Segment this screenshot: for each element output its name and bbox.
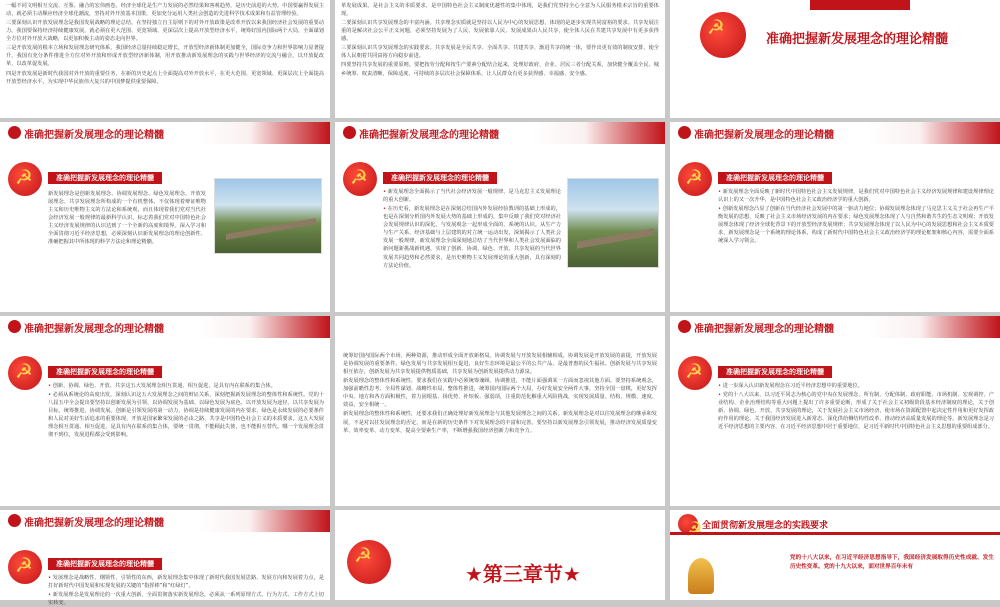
slide-thumbnail[interactable] (670, 0, 1000, 118)
body-text: • 创新、协调、绿色、开放、共享这五大发展理念相互贯通、相互促进，是具有内在联系的集合体。 • 必须从系统论的高度出发，深刻认识这五大发展理念之间的辩证关系，深刻把握新发展理念的整体性和系统性。党的十八届五中全会提出要坚持以创新发展为引领、以协调发展为基础、以绿色发展为底色、以开放发展为途径、以共享发展为目标，统筹推进，协调发展。创新是引领发展的第一动力，协调是持续健康发展的内在要求，绿色是永续发展的必要条件和人民对美好生活追求的重要体现，开放是国家繁荣发展的必由之路，共享是中国特色社会主义的本质要求。这五大发展理念相互贯通、相互促进，是具有内在联系的集合体，要统一贯彻，不能顾此失彼，也不能相互替代。哪一个发展理念贯彻不到位，发展进程都会受到影响。 (48, 382, 324, 502)
section-subtitle: 准确把握新发展理念的理论精髓 (718, 366, 832, 378)
header-title: 准确把握新发展理念的理论精髓 (24, 518, 164, 529)
slide-thumbnail[interactable] (0, 122, 330, 312)
section-subtitle: 准确把握新发展理念的理论精髓 (48, 172, 162, 184)
slide-thumbnail[interactable] (335, 0, 665, 118)
header-title: 准确把握新发展理念的理论精髓 (694, 324, 834, 335)
section-subtitle: 准确把握新发展理念的理论精髓 (718, 172, 832, 184)
slide-header (670, 316, 1000, 338)
title-ribbon (810, 0, 910, 10)
slide-thumbnail[interactable] (0, 510, 330, 607)
body-text: • 发展理念是战略性、纲领性、引领性的东西，新发展理念集中体现了新时代我国发展思路、发展方向和发展着力点，是打好新时代中国发展和实现发展的关键的“指挥棒”和“红绿灯”。 • 新发展理念是发展理论的一次重大创新，全面贯彻落实新发展理念，必须从一系列原理方式、行为方式、工作方式上切实转变。 (48, 574, 324, 600)
party-emblem-icon (678, 356, 712, 390)
party-emblem-icon (700, 12, 746, 58)
chapter-title: ★第三章节★ (465, 562, 581, 586)
slide-thumbnail[interactable] (335, 316, 665, 506)
body-text: • 新发展理念全面反映了新时代中国特色社会主义发展规律，是我们党对中国特色社会主义经济发展规律和建设规律理论认识上的又一次升华，是中国特色社会主义政治经济学的重大创新。 • 创新发展理念凸显了创新在当代经济社会发展中的第一驱动力地位；协调发展理念体现了马克思主义关于社会再生产平衡发展的思想，反映了社会主义市场经济发展的内在要求；绿色发展理念体现了人与自然和谐共生的生态文明观；开放发展理念体现了经济全球化背景下的开放型经济发展规律；共享发展理念体现了以人民为中心的发展思想和社会主义本质要求，新发展理念是一个系统的理论体系，构成了新时代中国特色社会主义政治经济学的理论框架和核心内容，需要全面系统深入学习领会。 (718, 188, 994, 308)
section-subtitle: 准确把握新发展理念的理论精髓 (48, 366, 162, 378)
party-emblem-icon (347, 540, 391, 584)
slide-header (0, 122, 330, 144)
body-text: 统筹好国内国际两个市场、两种资源，推动形成全面开放新格局。协调发展与开放发展相辅相成，协调发展是开放发展的前提，开放发展是协调发展的重要条件。绿色发展与共享发展相互促进，良好生态环境是最公平的公共产品，是最普惠的民生福祉。创新发展与共享发展相互依存，创新发展为共享发展提供物质基础，共享发展为创新发展提供动力源泉。 新发展理念的整体性和系统性，要求我们在实践中必须统筹兼顾、协调推进，不能片面强调某一方面而忽视其他方面。要坚持系统观念，加强前瞻性思考、全局性谋划、战略性布局、整体性推进，统筹国内国际两个大局，办好发展安全两件大事，坚持全国一盘棋，更好发挥中央、地方和各方面积极性，着力固根基、扬优势、补短板、强弱项，注重防范化解重大风险挑战，实现发展质量、结构、规模、速度、效益、安全相统一。 新发展理念的整体性和系统性，还要求我们正确处理好新发展理念与其他发展理念之间的关系。新发展理念是对以往发展理念的继承和发展，不是对以往发展理念的否定，而是在新的历史条件下对发展理念的丰富和完善。要坚持以新发展理念引领发展，推动经济发展质量变革、效率变革、动力变革，提高全要素生产率，不断增强我国经济创新力和竞争力。 (343, 353, 657, 434)
header-title: 准确把握新发展理念的理论精髓 (359, 130, 499, 141)
party-emblem-icon (678, 514, 698, 534)
party-emblem-icon (678, 162, 712, 196)
slide-header (0, 316, 330, 338)
body-text: • 新发展理念全面揭示了当代社会经济发展一般规律，是马克思主义发展理论的重大创新。 • 在历史看，新发展理念是在深刻总结国内外发展经验教训的基础上形成的，也是在深刻分析国内外发展大势的基础上形成的，集中反映了我们党对经济社会发展规律认识的深化。与发展观念一起形成全面的、系统的认识。从生产力与生产关系、经济基础与上层建筑的对立统一运动出发，深刻揭示了人类社会发展一般规律，新发展理念全面深刻地总结了当代世界和人类社会发展面临的新问题新挑战新机遇，实现了创新、协调、绿色、开放、共享发展的当代世界发展共同趋势和必然要求，是历史唯物主义发展理论的重大创新，具有深刻的方法论价值。 (383, 188, 561, 308)
section-subtitle: 准确把握新发展理念的理论精髓 (383, 172, 497, 184)
header-title: 准确把握新发展理念的理论精髓 (694, 130, 834, 141)
body-text: • 进一步深入认识新发展理念在习近平经济思想中的重要地位。 • 党的十八大以来，以习近平同志为核心的党中央在发展理念、所有制、分配体制、政府职能、市场机制、宏观调控、产业结构、企业治理结构等重大问题上提出了许多重要论断，形成了关于社会主义初级阶段基本经济制度的理论，关于创新、协调、绿色、开放、共享发展的理论，关于发展社会主义市场经济，使市场在资源配置中起决定性作用和更好发挥政府作用的理论，关于我国经济发展进入新常态、深化供给侧结构性改革、推动经济高质量发展的理论等。新发展理念是习近平经济思想的主要内容，在习近平经济思想中居于重要地位，是习近平新时代中国特色社会主义思想的重要组成部分。 (718, 382, 994, 502)
party-emblem-icon (8, 550, 42, 584)
slide-thumbnail[interactable] (670, 316, 1000, 506)
slide-thumbnail[interactable] (335, 122, 665, 312)
slide-thumbnail[interactable] (670, 122, 1000, 312)
quote-text: 党的十八大以来，在习近平经济思想指导下，我国经济发展取得历史性成就、发生历史性变革。党的十九大以来，面对世界百年未有 (790, 555, 994, 570)
party-emblem-icon (343, 162, 377, 196)
body-text: 一幅不同文明相互交流、互鉴、融合的宏伟画卷。经济全球化是生产力发展的必然结果和客观趋势，是历史前进的大势。中国要赢得发展主动，就必须主动顺应经济全球化潮流，坚持对外开放基本国策，更加充分运用人类社会创造的先进科学技术成果和有益管理经验。 三要深刻认识开放发展理念是我国发展战略的理论总结。在坚持独立自主原则下的对外开放政策是改革开放以来我国经济社会发展的重要动力。我国要保持经济持续健康发展，就必须在更大范围、更宽领域、更深层次上提高开放型经济水平，统筹好国内国际两个大局，全面谋划全方位对外开放大战略，以更加积极主动的姿态走向世界。 三是开放发展的根本立场和发展理念研究体系，我国经济总量持续稳定增长，开放型经济新体制更加健全，国际竞争力和世界影响力显著提升，我国有充分条件推进全方位对外开放和形成开放型经济新体制，用开放推动新发展理念的实践与世界经济的交流与融合，以开放促改革，以改革促发展。 四是开放发展是新时代我国对外开放的重要任务，在新的历史起点上全面提高对外开放水平，在更大范围、更宽领域、更深层次上全面提高开放型经济水平，为实现中华民族伟大复兴的中国梦提供重要保障。 (6, 3, 324, 85)
emblem-icon (678, 126, 691, 139)
slide-header (335, 122, 665, 144)
torch-icon (688, 558, 714, 594)
great-wall-photo (567, 178, 659, 268)
emblem-icon (678, 320, 691, 333)
slide-title: 全面贯彻新发展理念的实践要求 (702, 521, 829, 531)
slide-thumbnail[interactable] (670, 510, 1000, 600)
great-wall-photo (214, 178, 322, 254)
emblem-icon (8, 126, 21, 139)
emblem-icon (8, 320, 21, 333)
emblem-icon (343, 126, 356, 139)
header-title: 准确把握新发展理念的理论精髓 (24, 130, 164, 141)
body-text: 新发展理念是创新发展理念、协调发展理念、绿色发展理念、开放发展理念、共享发展理念所构成的一个有机整体。不仅体现着辩证唯物主义和历史唯物主义的方法论和系统观，而且体现着我们党对当代社会经济发展一般规律的最新科学认识，标志着我们党对中国特色社会主义经济发展规律的认识达到了一个全新的高度和境界。深入学习和全面贯彻习近平经济思想，必须深刻认识新发展理念的理论创新性、准确把握其中所体现的科学方法论和理论精髓。 (48, 191, 206, 246)
slide-thumbnail[interactable] (0, 316, 330, 506)
slide-header (0, 510, 330, 532)
emblem-icon (8, 514, 21, 527)
party-emblem-icon (8, 162, 42, 196)
slide-title: 准确把握新发展理念的理论精髓 (766, 32, 949, 47)
header-title: 准确把握新发展理念的理论精髓 (24, 324, 164, 335)
slide-thumbnail[interactable] (335, 510, 665, 600)
body-text: 革发展成果。是社会主义的本质要求，是中国特色社会主义制度优越性的集中体现，是我们党坚持全心全意为人民服务根本宗旨的重要体现。 二要深刻认识共享发展理念的丰富内涵。共享理念实质就是坚持以人民为中心的发展思想，体现的是逐步实现共同富裕的要求。共享发展注重的是解决社会公平正义问题，必须坚持发展为了人民、发展依靠人民、发展成果由人民共享，使全体人民在共建共享发展中有更多获得感。 三要深刻认识共享发展理念的实践要求。共享发展是全民共享、全面共享、共建共享、渐进共享的统一体，要作出更有效的制度安排，使全体人民朝着共同富裕方向稳步前进。 四要坚持共享发展的重要原则。要把按劳分配和按生产要素分配结合起来，处理好政府、企业、居民三者分配关系，加快健全覆盖全民、城乡统筹、权责清晰、保障适度、可持续的多层次社会保障体系，让人民群众有更多获得感、幸福感、安全感。 (341, 3, 659, 77)
party-emblem-icon (8, 356, 42, 390)
section-subtitle: 准确把握新发展理念的理论精髓 (48, 558, 162, 570)
slide-thumbnail[interactable] (0, 0, 330, 118)
divider (670, 532, 1000, 535)
slide-header (670, 122, 1000, 144)
